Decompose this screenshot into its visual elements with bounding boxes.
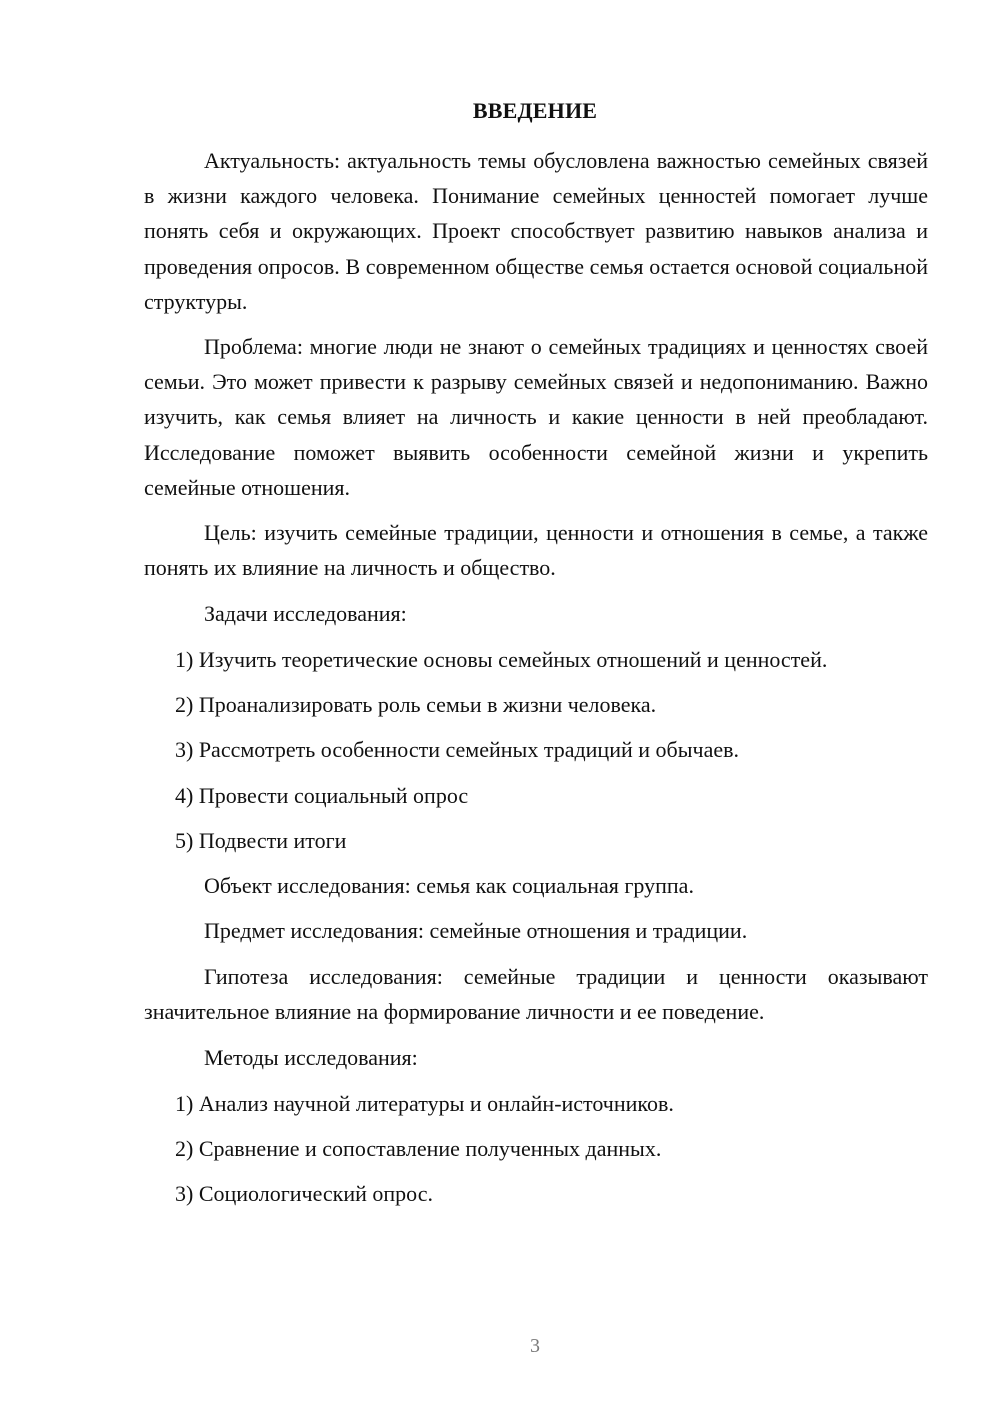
list-item: 1) Анализ научной литературы и онлайн-источников.: [175, 1091, 674, 1116]
goal-paragraph: Цель: изучить семейные традиции, ценности и отношения в семье, а также понять их влияние на личность и общество.: [144, 520, 928, 581]
methods-list: [144, 1131, 928, 1166]
list-item: 5) Подвести итоги: [175, 828, 347, 853]
subject-paragraph: Предмет исследования: семейные отношения и традиции.: [204, 918, 748, 943]
goal-section: [144, 515, 928, 585]
methods-list: [144, 1086, 928, 1121]
hypothesis-paragraph: Гипотеза исследования: семейные традиции и ценности оказывают значительное влияние на формирование личности и ее поведение.: [144, 964, 928, 1025]
object-paragraph: Объект исследования: семья как социальная группа.: [204, 873, 694, 898]
hypothesis-section: [144, 959, 928, 1029]
subject-section: [144, 913, 928, 948]
list-item: 1) Изучить теоретические основы семейных отношений и ценностей.: [175, 647, 828, 672]
tasks-heading-section: [144, 596, 928, 631]
tasks-list: [144, 687, 928, 722]
page-title: ВВЕДЕНИЕ: [472, 98, 598, 123]
problem-paragraph: Проблема: многие люди не знают о семейных традициях и ценностях своей семьи. Это может привести к разрыву семейных связей и недопониманию. Важно изучить, как семья влияет на личность и какие ценности в ней преобладают. Исследование поможет выявить особенности семейной жизни и укрепить семейные отношения.: [144, 334, 928, 500]
relevance-paragraph: Актуальность: актуальность темы обусловлена важностью семейных связей в жизни каждого человека. Понимание семейных ценностей помогает лучше понять себя и окружающих. Проект способствует развитию навыков анализа и проведения опросов. В современном обществе семья остается основой социальной структуры.: [144, 148, 928, 314]
page-number: 3: [530, 1335, 540, 1357]
methods-list: [144, 1176, 928, 1211]
list-item: 4) Провести социальный опрос: [175, 783, 469, 808]
tasks-list: [144, 642, 928, 677]
methods-heading: Методы исследования:: [204, 1045, 418, 1070]
methods-heading-section: [144, 1040, 928, 1075]
relevance-section: [144, 143, 928, 319]
problem-section: [144, 329, 928, 505]
tasks-list: [144, 823, 928, 858]
list-item: 2) Проанализировать роль семьи в жизни человека.: [175, 692, 657, 717]
tasks-list: [144, 778, 928, 813]
list-item: 2) Сравнение и сопоставление полученных данных.: [175, 1136, 662, 1161]
list-item: 3) Рассмотреть особенности семейных традиций и обычаев.: [175, 737, 739, 762]
list-item: 3) Социологический опрос.: [175, 1181, 433, 1206]
object-section: [144, 868, 928, 903]
tasks-heading: Задачи исследования:: [204, 601, 407, 626]
tasks-list: [144, 732, 928, 767]
